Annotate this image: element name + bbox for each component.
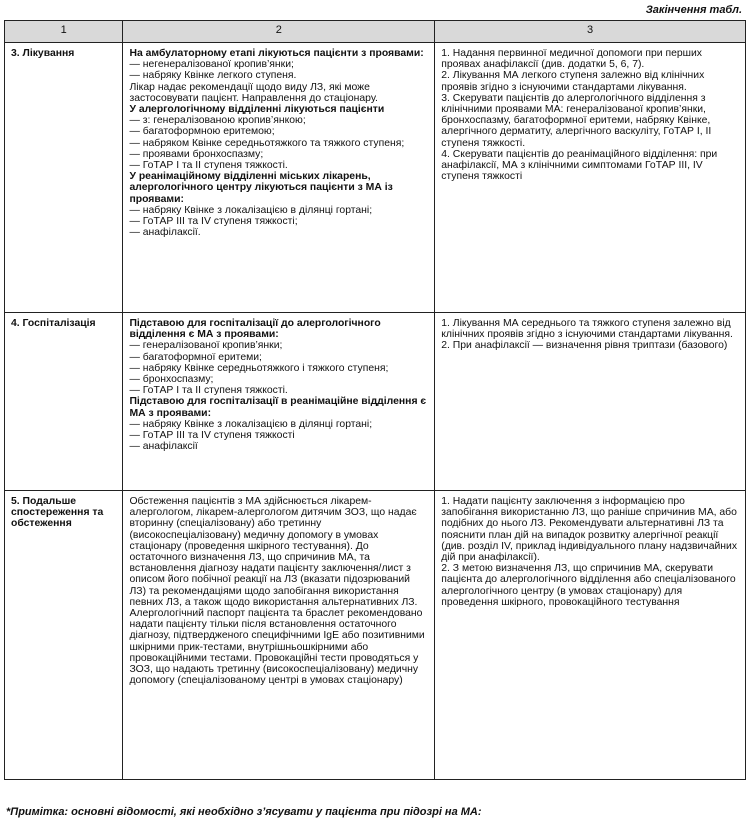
cell-paragraph: — бронхоспазму; [129, 374, 214, 386]
stage-cell: 4. Госпіталізація [5, 313, 123, 491]
cell-paragraph: — набряком Квінке середньотяжкого та тяжкого ступеня; [129, 137, 405, 149]
column-header-3: 3 [435, 21, 746, 43]
cell-paragraph: — набряку Квінке середньотяжкого і тяжкого ступеня; [129, 362, 389, 374]
cell-paragraph: — проявами бронхоспазму; [129, 148, 264, 160]
cell-paragraph: У алергологічному відділенні лікуються пацієнти [129, 104, 385, 116]
header-row [5, 21, 746, 43]
cell-paragraph: 1. Надання первинної медичної допомоги при перших проявах анафілаксії (див. додатки 5, 6, 7). [441, 48, 705, 71]
cell-paragraph: — негенералізованої кропив’янки; [129, 59, 294, 71]
cell-paragraph: — набряку Квінке з локалізацією в ділянці гортані; [129, 418, 373, 430]
cell-paragraph: Обстеження пацієнтів з МА здійснюється лікарем-алергологом, лікарем-алергологом дитячим ЗОЗ, що надає вторинну (спеціалізовану) або третинну (високоспеціалізовану) медичну допомогу в умовах стаціонару (проведення шкірного тестування). До остаточного визначення ЛЗ, що спричинив МА, та встановлення діагнозу надати пацієнту заключення/лист з описом його побічної реакції на ЛЗ (вказати підозрюваний ЛЗ) та рекомендаціями щодо запобігання використання певних ЛЗ, а також щодо використання альтернативних ЛЗ. Алергологічний паспорт пацієнта та браслет рекомендовано надати пацієнту тільки після встановлення остаточного діагнозу, підтвердженого специфічними IgE або позитивними шкірними прик-тестами, внутрішньошкірними або провокаційними тестами. Провокаційні тести проводяться у ЗОЗ, що надають третинну (високоспеціалізовану) медичну допомогу (спеціалізованому центрі в умовах стаціонару) [129, 496, 428, 687]
cell-paragraph: — набряку Квінке легкого ступеня. [129, 70, 297, 82]
stage-cell: 3. Лікування [5, 43, 123, 313]
patients-cell [123, 43, 435, 313]
cell-paragraph: 2. Лікування МА легкого ступеня залежно від клінічних проявів згідно з існуючими стандартами лікування. [441, 70, 708, 93]
cell-paragraph: На амбулаторному етапі лікуються пацієнти з проявами: [129, 48, 424, 59]
cell-paragraph: 4. Скерувати пацієнтів до реанімаційного відділення: при анафілаксії, МА з клінічними симптомами ГоТАР ІІІ, IV ступеня тяжкості [441, 148, 721, 183]
cell-paragraph: Підставою для госпіталізації до алергологічного відділення є МА з проявами: [129, 318, 384, 341]
table-row [5, 43, 746, 313]
column-header-1: 1 [5, 21, 123, 43]
cell-paragraph: — ГоТАР І та ІІ ступеня тяжкості. [129, 385, 288, 397]
cell-paragraph: 1. Лікування МА середнього та тяжкого ступеня залежно від клінічних проявів згідно з існуючими стандартами лікування. [441, 318, 734, 341]
table-row [5, 491, 746, 780]
patients-cell [123, 491, 435, 780]
cell-paragraph: — багатоформною еритемою; [129, 126, 275, 138]
table-row [5, 313, 746, 491]
cell-paragraph: — багатоформної еритеми; [129, 351, 262, 363]
cell-paragraph: — набряку Квінке з локалізацією в ділянці гортані; [129, 204, 373, 216]
patients-cell [123, 313, 435, 491]
table-caption: Закінчення табл. [645, 4, 742, 16]
actions-cell [435, 313, 746, 491]
actions-cell [435, 43, 746, 313]
cell-paragraph: Лікар надає рекомендації щодо виду ЛЗ, які може застосовувати пацієнт. Направлення до стаціонару. [129, 81, 378, 104]
cell-paragraph: Підставою для госпіталізації в реанімаційне відділення є МА з проявами: [129, 396, 430, 419]
stage-cell: 5. Подальше спостереження та обстеження [5, 491, 123, 780]
protocol-table [4, 20, 746, 780]
footnote: *Примітка: основні відомості, які необхідно з’ясувати у пацієнта при підозрі на МА: [6, 806, 482, 818]
cell-paragraph: — анафілаксії. [129, 227, 201, 239]
cell-paragraph: — генералізованої кропив’янки; [129, 340, 283, 352]
cell-paragraph: 2. При анафілаксії — визначення рівня триптази (базового) [441, 340, 728, 352]
cell-paragraph: — ГоТАР І та ІІ ступеня тяжкості. [129, 160, 288, 172]
cell-paragraph: — ГоТАР ІІІ та IV ступеня тяжкості; [129, 216, 298, 228]
cell-paragraph: 3. Скерувати пацієнтів до алергологічного відділення з клінічними проявами МА: генералізованої кропив’янки, бронхоспазму, багатоформної еритеми, набряку Квінке, алергічного дерматиту, алергічного васкуліту, ГоТАР І, ІІ ступеня тяжкості. [441, 92, 715, 149]
cell-paragraph: — анафілаксії [129, 441, 198, 453]
cell-paragraph: — ГоТАР ІІІ та IV ступеня тяжкості [129, 430, 295, 442]
cell-paragraph: 1. Надати пацієнту заключення з інформацією про запобігання використанню ЛЗ, що раніше спричинив МА, або подібних до нього ЛЗ. Рекомендувати альтернативні ЛЗ та пояснити план дій на випадок розвитку алергічної реакції (див. розділ IV, приклад індивідуального плану надзвичайних дій при анафілаксії). [441, 496, 740, 564]
cell-paragraph: — з: генералізованою кропив’янкою; [129, 115, 306, 127]
actions-cell [435, 491, 746, 780]
cell-paragraph: У реанімаційному відділенні міських лікарень, алергологічного центру лікуються пацієнти з МА із проявами: [129, 171, 396, 205]
cell-paragraph: 2. З метою визначення ЛЗ, що спричинив МА, скерувати пацієнта до алергологічного відділення або спеціалізованого алергологічного центру (в умовах стаціонару) для проведення шкірного, провокаційного тестування [441, 563, 739, 608]
column-header-2: 2 [123, 21, 435, 43]
